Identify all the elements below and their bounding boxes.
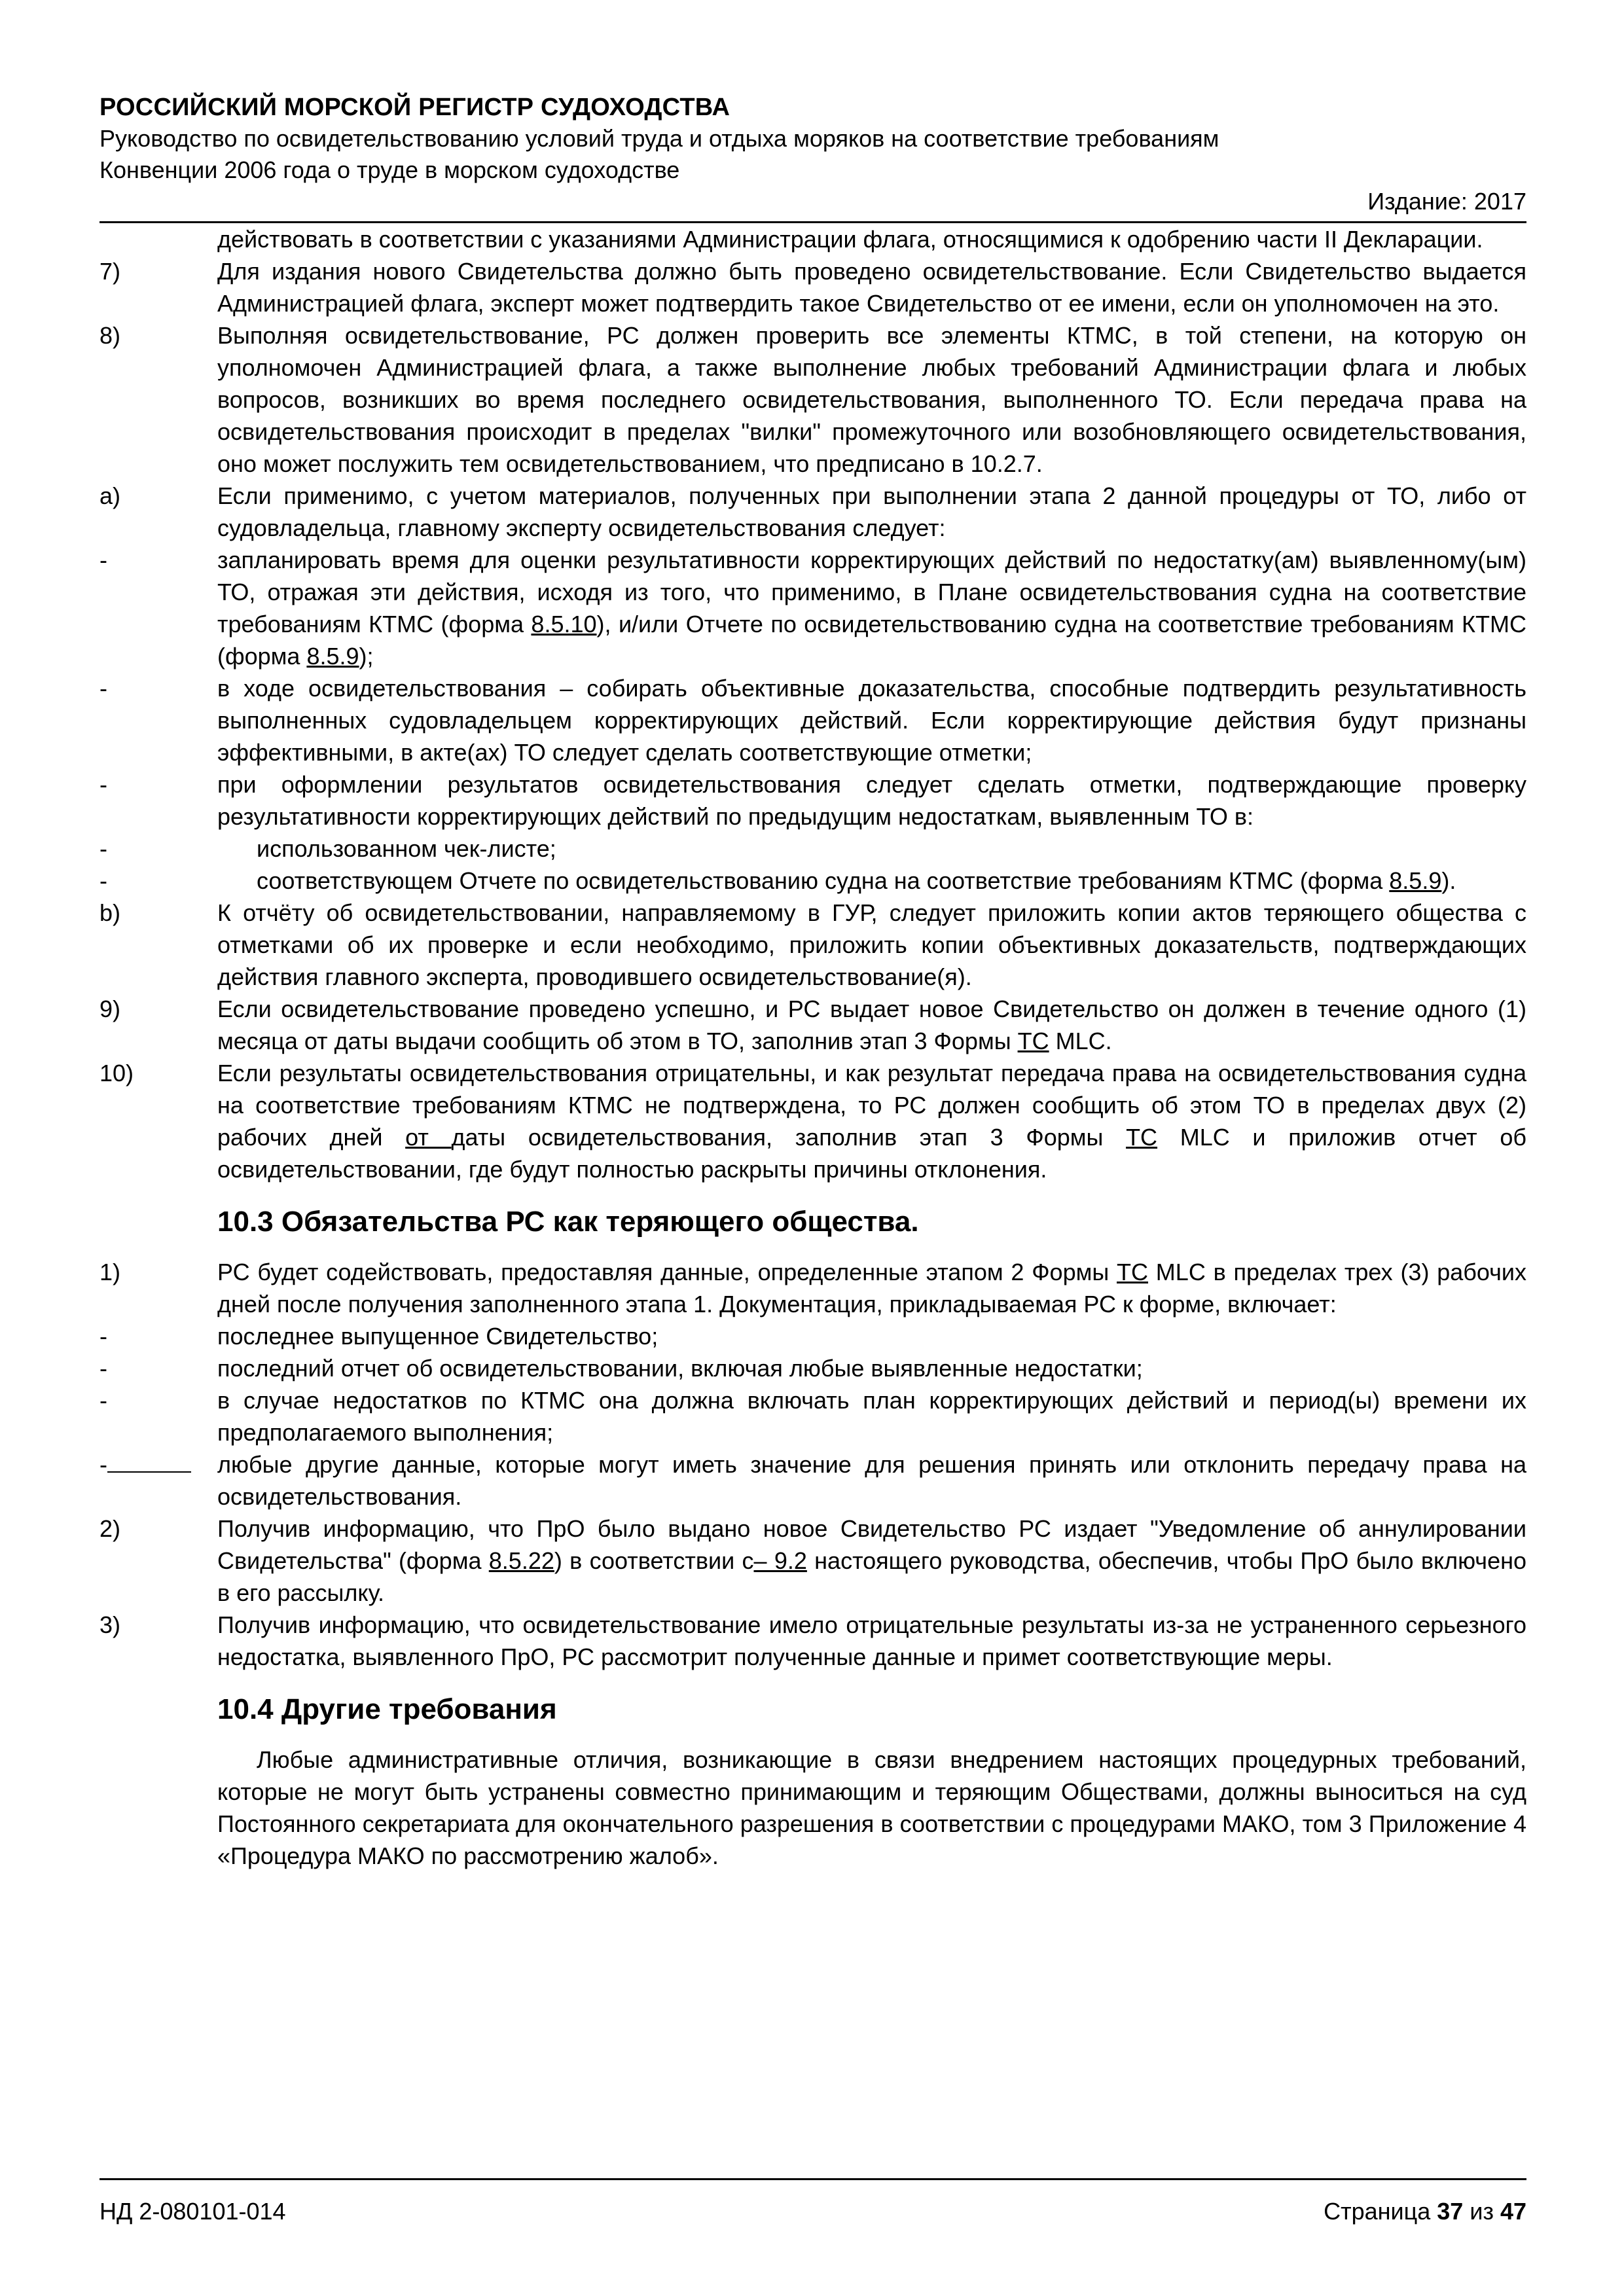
dash-item [99,544,1526,672]
text-fragment: ). [1441,867,1456,894]
form-link[interactable]: 8.5.9 [306,643,359,670]
item-marker: a) [99,482,121,509]
dash-marker: - [99,835,107,862]
list-item [99,993,1526,1057]
item-marker: 1) [99,1259,121,1285]
text-link[interactable]: от [405,1124,452,1151]
current-page: 37 [1437,2198,1464,2225]
item-marker: b) [99,899,121,926]
footer-divider [99,2178,1526,2180]
text-fragment: запланировать время для оценки результативности корректирующих действий по недостатку(ам) выявленному(ым) ТО, отражая эти действия, исходя из того, что применимо, в Плане освидетельствования судна на соответствие требованиям КТМС (форма [217,547,1526,637]
form-link[interactable]: 8.5.9 [1389,867,1442,894]
edition-label: Издание: 2017 [1367,188,1526,215]
document-title-line-1: Руководство по освидетельствованию условий труда и отдыха моряков на соответствие требованиям [99,125,1219,152]
dash-text: любые другие данные, которые могут иметь значение для решения принять или отклонить передачу права на освидетельствования. [217,1451,1526,1510]
dash-marker: - [99,1323,107,1350]
total-pages: 47 [1500,2198,1526,2225]
dash-text: последнее выпущенное Свидетельство; [217,1323,659,1350]
list-item [99,1057,1526,1185]
form-link[interactable]: ТС [1117,1259,1149,1285]
item-text [217,993,1526,1057]
document-body [99,223,1526,1872]
form-link[interactable]: 8.5.10 [531,611,597,637]
dash-text [217,865,1526,897]
dash-item [99,833,1526,865]
dash-text: в ходе освидетельствования – собирать объективные доказательства, способные подтвердить результативность выполненных судовладельцем корректирующих действий. Если корректирующие действия будут признаны эффективными, в акте(ах) ТО следует сделать соответствующие отметки; [217,675,1526,766]
list-item [99,255,1526,319]
text-fragment: ) в соответствии с [554,1547,754,1574]
item-marker: 8) [99,322,121,349]
dash-marker: - [99,675,107,702]
dash-marker: - [99,771,107,798]
dash-text: в случае недостатков по КТМС она должна включать план корректирующих действий и период(ы) времени их предполагаемого выполнения; [217,1387,1526,1446]
dash-text [217,544,1526,672]
text-fragment: РС будет содействовать, предоставляя данные, определенные этапом 2 Формы [217,1259,1117,1285]
list-item [99,319,1526,480]
item-marker: 7) [99,258,121,285]
dash-item [99,768,1526,833]
item-text: Для издания нового Свидетельства должно быть проведено освидетельствование. Если Свидетельство выдается Администрацией флага, эксперт может подтвердить такое Свидетельство от ее имени, если он уполномочен на это. [217,258,1526,317]
page [99,92,1526,1872]
item-marker: 9) [99,996,121,1022]
form-link[interactable]: ТС [1017,1028,1049,1054]
document-header [99,92,1526,223]
text-fragment: соответствующем Отчете по освидетельствованию судна на соответствие требованиям КТМС (форма [257,867,1390,894]
dash-text: последний отчет об освидетельствовании, включая любые выявленные недостатки; [217,1355,1143,1382]
dash-marker [99,1448,217,1513]
list-item [99,897,1526,993]
dash-item [99,1352,1526,1384]
page-number [1324,2196,1526,2227]
item-text [217,1057,1526,1185]
item-text: Выполняя освидетельствование, РС должен проверить все элементы КТМС, в той степени, на которую он уполномочен Администрацией флага, а также выполнение любых требований Администрации флага и любых вопросов, возникших во время последнего освидетельствования, выполненного ТО. Если передача права на освидетельствования происходит в пределах "вилки" промежуточного или возобновляющего освидетельствования, оно может послужить тем освидетельствованием, что предписано в 10.2.7. [217,322,1526,477]
paragraph: Любые административные отличия, возникающие в связи внедрением настоящих процедурных требований, которые не могут быть устранены совместно принимающим и теряющим Обществами, должны выноситься на суд Постоянного секретариата для окончательного разрешения в соответствии с процедурами МАКО, том 3 Приложение 4 «Процедура МАКО по рассмотрению жалоб». [217,1746,1526,1869]
section-heading: 10.3 Обязательства РС как теряющего общества. [217,1206,919,1238]
text-fragment: настоящего руководства, обеспечив, чтобы ПрО было включено в его рассылку. [217,1547,1526,1606]
dash-item [99,1448,1526,1513]
item-marker: 3) [99,1611,121,1638]
dash-marker: - [99,547,107,573]
organization-name: РОССИЙСКИЙ МОРСКОЙ РЕГИСТР СУДОХОДСТВА [99,94,731,121]
text-fragment: даты освидетельствования, заполнив этап 3 Формы [451,1124,1127,1151]
form-link[interactable]: ТС [1126,1124,1158,1151]
dash-item [99,1384,1526,1448]
underline-mark [107,1452,191,1473]
item-text: Если применимо, с учетом материалов, полученных при выполнении этапа 2 данной процедуры от ТО, либо от судовладельца, главному эксперту освидетельствования следует: [217,482,1526,541]
item-text [217,1256,1526,1320]
list-item [99,1609,1526,1673]
dash-marker: - [99,1355,107,1382]
dash-glyph: - [99,1451,107,1478]
text-fragment: ); [359,643,374,670]
text-fragment: MLC. [1049,1028,1112,1054]
page-label: Страница [1324,2198,1437,2225]
dash-marker: - [99,867,107,894]
intro-continuation: действовать в соответствии с указаниями Администрации флага, относящимися к одобрению части II Декларации. [217,226,1483,253]
document-footer [99,2196,1526,2227]
text-fragment: Получив информацию, что ПрО было выдано новое Свидетельство РС издает "Уведомление об аннулировании Свидетельства" (форма [217,1515,1526,1574]
section-link[interactable]: – 9.2 [753,1547,807,1574]
dash-item [99,1320,1526,1352]
item-text: Получив информацию, что освидетельствование имело отрицательные результаты из-за не устраненного серьезного недостатка, выявленного ПрО, РС рассмотрит полученные данные и примет соответствующие меры. [217,1611,1526,1670]
item-text [217,1513,1526,1609]
section-heading: 10.4 Другие требования [217,1693,557,1725]
form-link[interactable]: 8.5.22 [488,1547,554,1574]
dash-text: использованном чек-листе; [257,835,556,862]
text-fragment: Если результаты освидетельствования отрицательны, и как результат передача права на освидетельствования судна на соответствие требованиям КТМС не подтверждена, то РС должен сообщить об этом ТО в пределах двух (2) рабочих дней [217,1060,1526,1151]
text-fragment: Если освидетельствование проведено успешно, и РС выдает новое Свидетельство он должен в течение одного (1) месяца от даты выдачи сообщить об этом в ТО, заполнив этап 3 Формы [217,996,1526,1054]
item-marker: 2) [99,1515,121,1542]
text-fragment: ), и/или Отчете по освидетельствованию судна на соответствие требованиям КТМС (форма [217,611,1526,670]
list-item [99,1256,1526,1320]
dash-item [99,672,1526,768]
document-title-line-2: Конвенции 2006 года о труде в морском судоходстве [99,156,680,183]
text-fragment: MLC в пределах трех (3) рабочих дней после получения заполненного этапа 1. Документация, прикладываемая РС к форме, включает: [217,1259,1526,1318]
document-number: НД 2-080101-014 [99,2198,286,2225]
dash-text: при оформлении результатов освидетельствования следует сделать отметки, подтверждающие проверку результативности корректирующих действий по предыдущим недостаткам, выявленным ТО в: [217,771,1526,830]
text-fragment: MLC и приложив отчет об освидетельствовании, где будут полностью раскрыты причины отклонения. [217,1124,1526,1183]
dash-marker: - [99,1387,107,1414]
item-marker: 10) [99,1060,134,1086]
list-item [99,480,1526,544]
list-item [99,1513,1526,1609]
page-of-label: из [1463,2198,1500,2225]
item-text: К отчёту об освидетельствовании, направляемому в ГУР, следует приложить копии актов теряющего общества с отметками об их проверке и если необходимо, приложить копии объективных доказательств, подтверждающих действия главного эксперта, проводившего освидетельствование(я). [217,899,1526,990]
dash-item [99,865,1526,897]
